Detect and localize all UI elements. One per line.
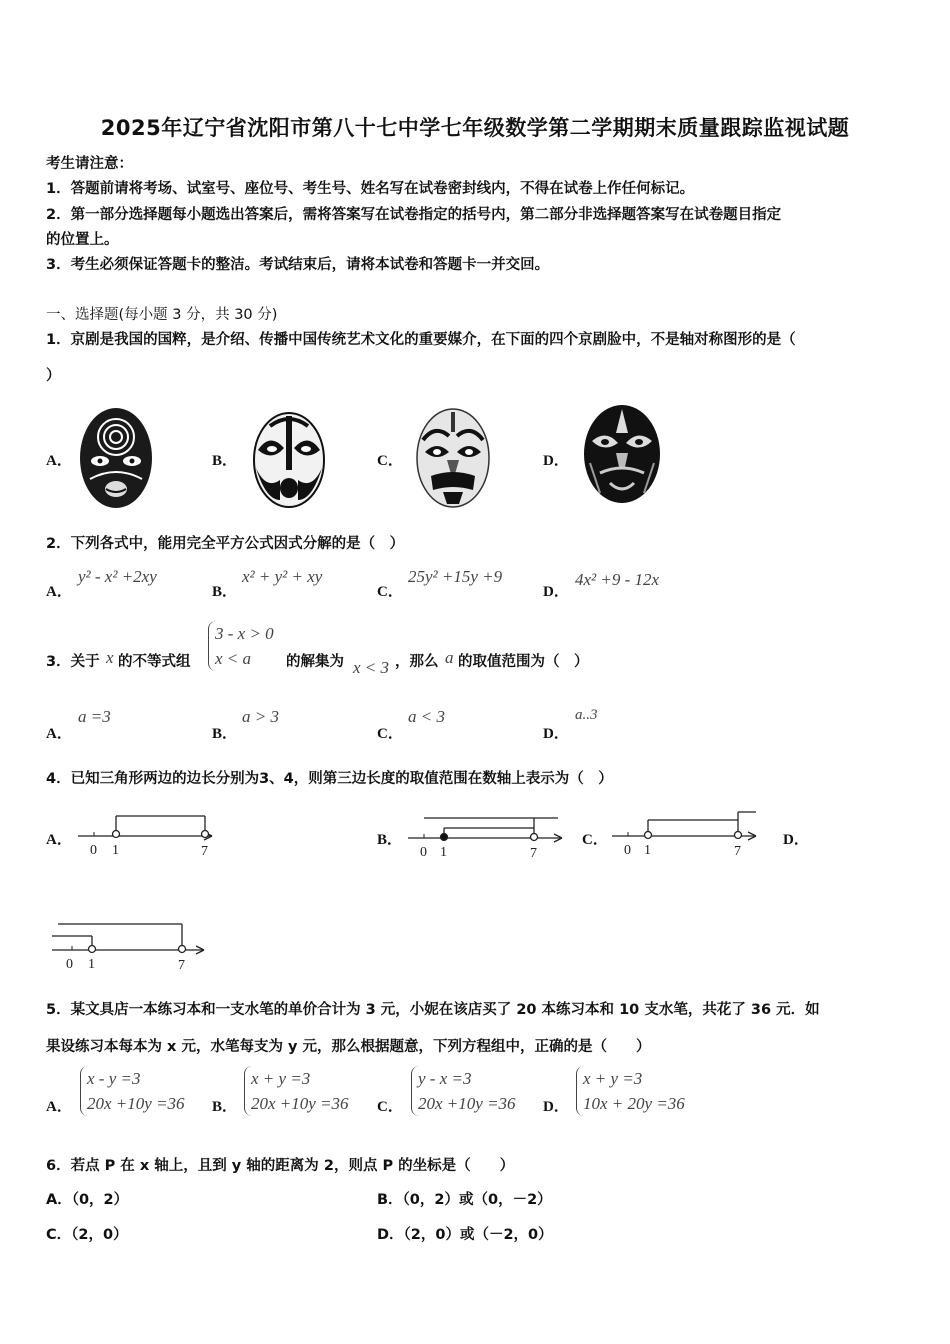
q2-label-b: B． <box>212 584 238 600</box>
q4b-tick-7: 7 <box>530 846 537 861</box>
q5d-line-1: x + y =3 <box>583 1069 643 1088</box>
q5-system-b <box>244 1066 349 1116</box>
q3-text-e: 的取值范围为（ ） <box>458 654 589 670</box>
q1-label-a: A． <box>46 453 72 469</box>
q4-label-a: A． <box>46 832 72 848</box>
q6-option-b: B．（0，2）或（0，－2） <box>377 1192 552 1208</box>
q4b-tick-1: 1 <box>440 845 447 860</box>
q1-label-b: B． <box>212 453 238 469</box>
notice-item-1: 1．答题前请将考场、试室号、座位号、考生号、姓名写在试卷密封线内，不得在试卷上作任何标记。 <box>46 181 695 197</box>
notice-item-2-cont: 的位置上。 <box>46 232 119 248</box>
q4d-tick-7: 7 <box>178 958 185 973</box>
q3-inequality-system <box>208 621 274 671</box>
q1-text-cont: ） <box>46 368 61 384</box>
q3-option-d: a..3 <box>575 707 598 723</box>
q5-label-d: D． <box>543 1099 569 1115</box>
q3-text-c: 的解集为 <box>286 654 344 670</box>
q2-option-a: y² - x² +2xy <box>78 567 157 586</box>
q3-text-a: 3．关于 <box>46 654 100 670</box>
q3-var-a: a <box>445 648 454 667</box>
q4-label-d: D． <box>783 832 809 848</box>
q5c-line-2: 20x +10y =36 <box>418 1094 516 1113</box>
q2-label-d: D． <box>543 584 569 600</box>
q2-text: 2．下列各式中，能用完全平方公式因式分解的是（ ） <box>46 536 405 552</box>
q3-option-c: a < 3 <box>408 707 445 726</box>
q5-system-a <box>80 1066 185 1116</box>
opera-mask-d-image <box>580 403 664 505</box>
opera-mask-b-image <box>250 410 328 510</box>
q4a-tick-1: 1 <box>112 843 119 858</box>
q3-label-d: D． <box>543 726 569 742</box>
q5b-line-2: 20x +10y =36 <box>251 1094 349 1113</box>
q5-label-a: A． <box>46 1099 72 1115</box>
opera-mask-c-image <box>413 406 493 510</box>
q3-text-b: 的不等式组 <box>118 654 191 670</box>
q3-system-line-2: x < a <box>215 649 252 668</box>
q4-number-line-b <box>408 812 568 862</box>
q4-number-line-c <box>612 810 762 860</box>
notice-item-3: 3．考生必须保证答题卡的整洁。考试结束后，请将本试卷和答题卡一并交回。 <box>46 257 550 273</box>
q5b-line-1: x + y =3 <box>251 1069 311 1088</box>
q5-system-d <box>576 1066 685 1116</box>
q4-text: 4．已知三角形两边的边长分别为3、4，则第三边长度的取值范围在数轴上表示为（ ） <box>46 771 613 787</box>
q3-text-d: ，那么 <box>395 654 439 670</box>
q5-label-c: C． <box>377 1099 403 1115</box>
q4-number-line-d <box>52 918 212 974</box>
q6-option-a: A．（0，2） <box>46 1192 129 1208</box>
q4a-tick-0: 0 <box>90 843 97 858</box>
q6-option-d: D．（2，0）或（－2，0） <box>377 1227 553 1243</box>
q2-option-d: 4x² +9 - 12x <box>575 570 660 589</box>
q4c-tick-0: 0 <box>624 843 631 858</box>
q3-system-line-1: 3 - x > 0 <box>215 624 274 643</box>
q3-option-a: a =3 <box>78 707 111 726</box>
q5a-line-2: 20x +10y =36 <box>87 1094 185 1113</box>
q3-label-a: A． <box>46 726 72 742</box>
q1-label-d: D． <box>543 453 569 469</box>
q4c-tick-1: 1 <box>644 843 651 858</box>
q5c-line-1: y - x =3 <box>418 1069 472 1088</box>
q3-label-c: C． <box>377 726 403 742</box>
page-title: 2025年辽宁省沈阳市第八十七中学七年级数学第二学期期末质量跟踪监视试题 <box>100 116 850 140</box>
q2-label-c: C． <box>377 584 403 600</box>
q4b-tick-0: 0 <box>420 845 427 860</box>
q2-option-c: 25y² +15y +9 <box>408 567 503 586</box>
q3-label-b: B． <box>212 726 238 742</box>
q5-text: 5．某文具店一本练习本和一支水笔的单价合计为 3 元，小妮在该店买了 20 本练习本和 10 支水笔，共花了 36 元．如 <box>46 1002 820 1018</box>
section-heading: 一、选择题(每小题 3 分，共 30 分) <box>46 307 278 323</box>
q5-text-cont: 果设练习本每本为 x 元，水笔每支为 y 元，那么根据题意，下列方程组中，正确的是（ ） <box>46 1039 651 1055</box>
notice-heading: 考生请注意： <box>46 156 133 172</box>
q4a-tick-7: 7 <box>201 844 208 859</box>
opera-mask-a-image <box>76 405 156 511</box>
q4d-tick-0: 0 <box>66 957 73 972</box>
q5d-line-2: 10x + 20y =36 <box>583 1094 685 1113</box>
q2-label-a: A． <box>46 584 72 600</box>
q4-label-c: C． <box>582 832 608 848</box>
q4-number-line-a <box>78 810 218 860</box>
q3-option-b: a > 3 <box>242 707 279 726</box>
q4d-tick-1: 1 <box>88 957 95 972</box>
q4c-tick-7: 7 <box>734 844 741 859</box>
q4-label-b: B． <box>377 832 403 848</box>
q3-var-x: x <box>106 648 114 667</box>
q5a-line-1: x - y =3 <box>87 1069 141 1088</box>
notice-item-2: 2．第一部分选择题每小题选出答案后，需将答案写在试卷指定的括号内，第二部分非选择题答案写在试卷题目指定 <box>46 207 782 223</box>
q6-option-c: C．（2，0） <box>46 1227 128 1243</box>
q2-option-b: x² + y² + xy <box>242 567 323 586</box>
q1-label-c: C． <box>377 453 403 469</box>
q5-label-b: B． <box>212 1099 238 1115</box>
q1-text: 1．京剧是我国的国粹，是介绍、传播中国传统艺术文化的重要媒介，在下面的四个京剧脸中，不是轴对称图形的是（ <box>46 332 796 348</box>
q6-text: 6．若点 P 在 x 轴上，且到 y 轴的距离为 2，则点 P 的坐标是（ ） <box>46 1158 515 1174</box>
q5-system-c <box>411 1066 516 1116</box>
q3-solution: x < 3 <box>353 658 390 677</box>
